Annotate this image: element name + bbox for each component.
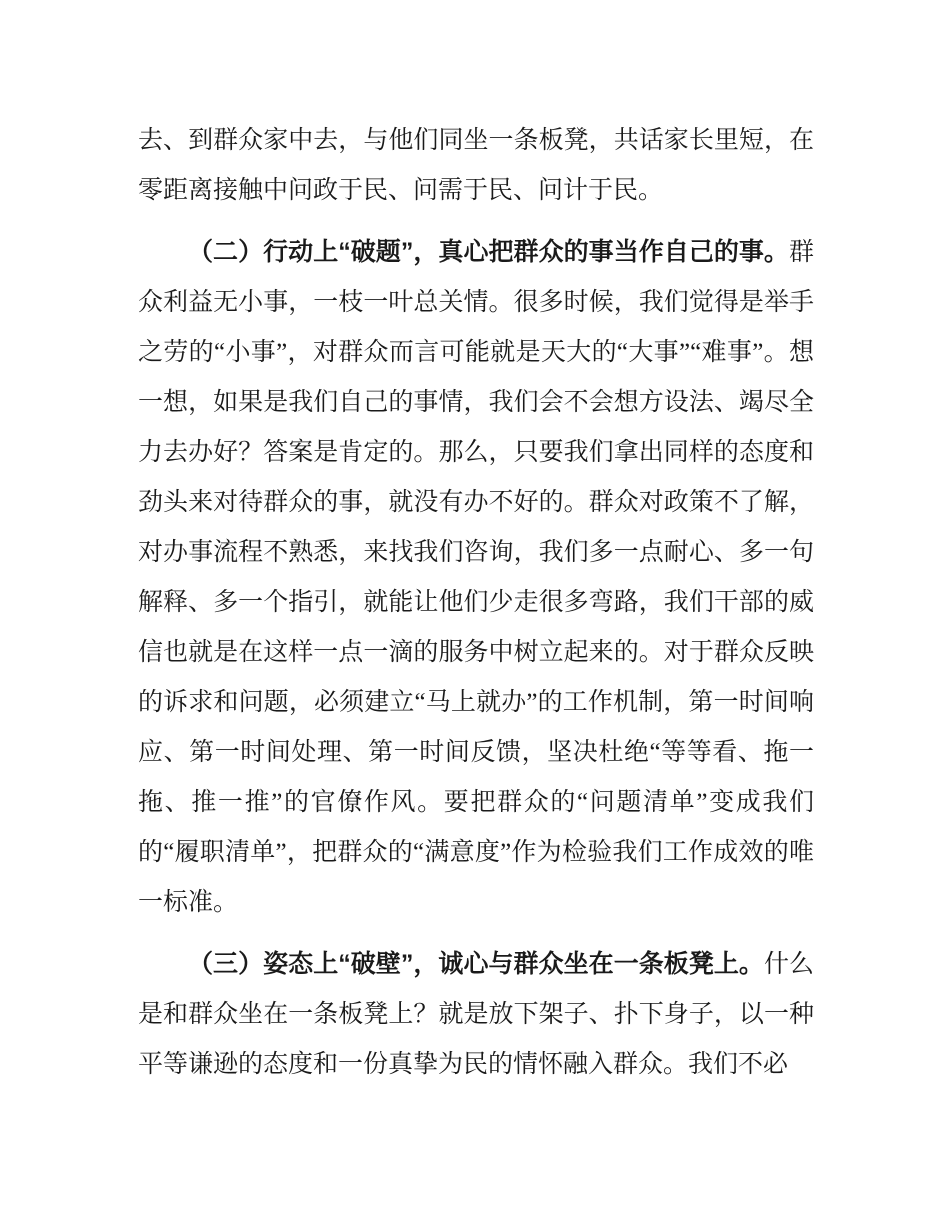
paragraph-text: 去、到群众家中去，与他们同坐一条板凳，共话家长里短，在零距离接触中问政于民、问需于民、问计于民。 [138,127,814,204]
paragraph-continuation [138,116,814,216]
section-2-heading: （二）行动上“破题”，真心把群众的事当作自己的事。 [188,238,789,266]
paragraph-section-2 [138,227,814,928]
section-3-heading: （三）姿态上“破壁”，诚心与群众坐在一条板凳上。 [188,950,764,978]
paragraph-section-3 [138,939,814,1090]
paragraph-text: 群众利益无小事，一枝一叶总关情。很多时候，我们觉得是举手之劳的“小事”，对群众而言可能就是天大的“大事”“难事”。想一想，如果是我们自己的事情，我们会不会想方设法、竭尽全力去办好？答案是肯定的。那么，只要我们拿出同样的态度和劲头来对待群众的事，就没有办不好的。群众对政策不了解，对办事流程不熟悉，来找我们咨询，我们多一点耐心、多一句解释、多一个指引，就能让他们少走很多弯路，我们干部的威信也就是在这样一点一滴的服务中树立起来的。对于群众反映的诉求和问题，必须建立“马上就办”的工作机制，第一时间响应、第一时间处理、第一时间反馈，坚决杜绝“等等看、拖一拖、推一推”的官僚作风。要把群众的“问题清单”变成我们的“履职清单”，把群众的“满意度”作为检验我们工作成效的唯一标准。 [138,239,814,916]
paragraph-text: 什么是和群众坐在一条板凳上？就是放下架子、扑下身子，以一种平等谦逊的态度和一份真挚为民的情怀融入群众。我们不必 [138,951,814,1078]
